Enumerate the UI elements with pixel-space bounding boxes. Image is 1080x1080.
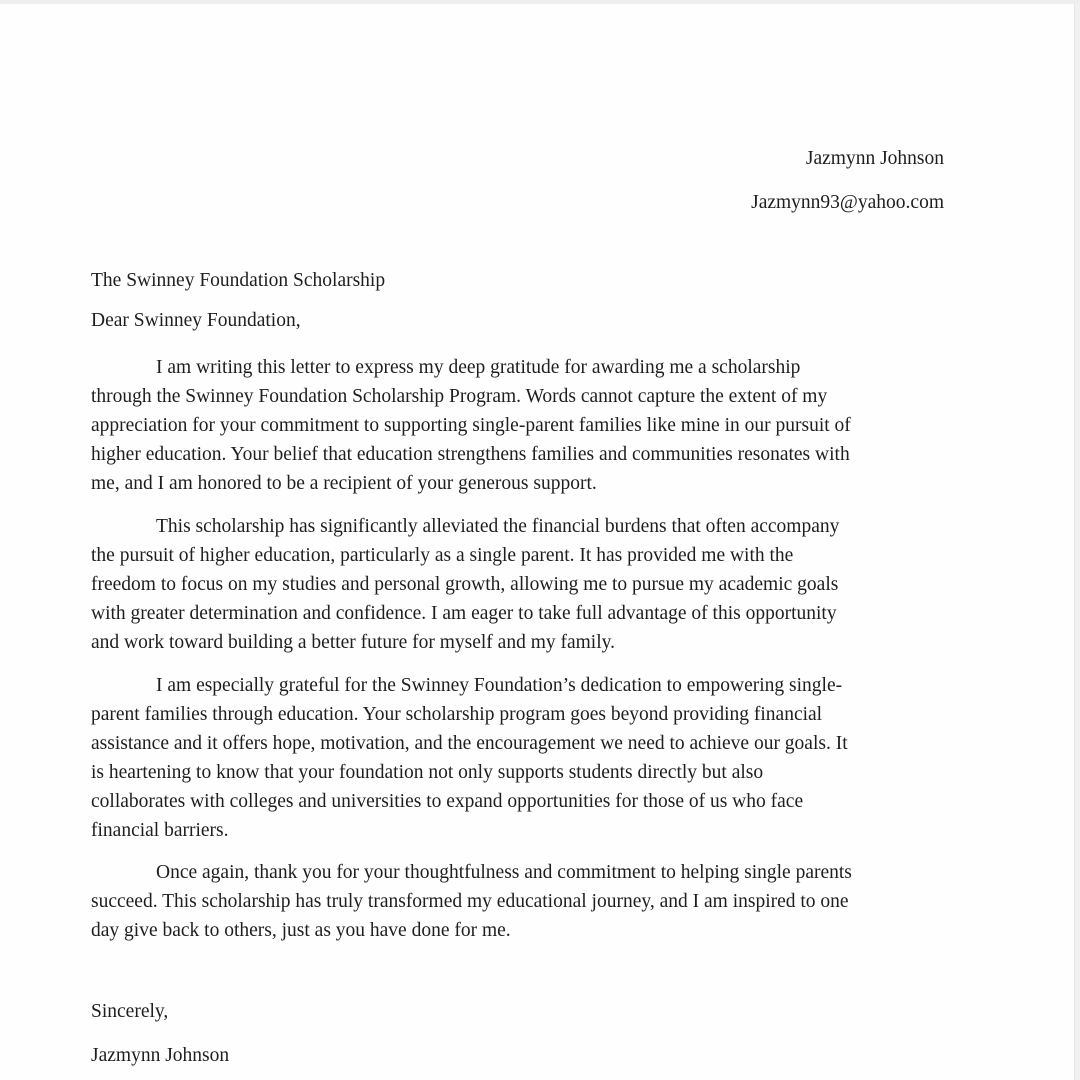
paragraph-4 [91,858,961,945]
paragraph-line: I am especially grateful for the Swinney Foundation’s dedication to empowering single- [156,675,843,696]
paragraph-line: financial barriers. [91,820,229,841]
sender-email: Jazmynn93@yahoo.com [751,192,944,213]
right-border [1074,4,1080,1080]
paragraph-line: with greater determination and confidence. I am eager to take full advantage of this opportunity [91,603,837,624]
recipient-line: The Swinney Foundation Scholarship [91,270,386,291]
paragraph-line: day give back to others, just as you have done for me. [91,920,511,941]
paragraph-line: This scholarship has significantly alleviated the financial burdens that often accompany [156,516,840,537]
top-border [0,0,1080,4]
paragraph-3 [91,671,961,845]
sender-block [751,137,944,225]
paragraph-line: higher education. Your belief that education strengthens families and communities resonates with [91,444,850,465]
paragraph-line: Once again, thank you for your thoughtfulness and commitment to helping single parents [156,862,852,883]
paragraph-line: appreciation for your commitment to supporting single-parent families like mine in our pursuit of [91,415,851,436]
sender-name: Jazmynn Johnson [805,148,944,169]
paragraph-line: parent families through education. Your scholarship program goes beyond providing financial [91,704,823,725]
paragraph-line: assistance and it offers hope, motivation, and the encouragement we need to achieve our goals. It [91,733,848,754]
paragraph-line: I am writing this letter to express my deep gratitude for awarding me a scholarship [156,357,801,378]
paragraph-line: succeed. This scholarship has truly transformed my educational journey, and I am inspired to one [91,891,849,912]
paragraph-line: freedom to focus on my studies and personal growth, allowing me to pursue my academic goals [91,574,839,595]
paragraph-1 [91,353,961,498]
signature: Jazmynn Johnson [91,1045,230,1066]
paragraph-2 [91,512,961,657]
paragraph-line: me, and I am honored to be a recipient of your generous support. [91,473,597,494]
paragraph-line: and work toward building a better future for myself and my family. [91,632,616,653]
paragraph-line: collaborates with colleges and universities to expand opportunities for those of us who face [91,791,804,812]
closing: Sincerely, [91,1001,169,1022]
paragraph-line: the pursuit of higher education, particularly as a single parent. It has provided me with the [91,545,794,566]
paragraph-line: is heartening to know that your foundation not only supports students directly but also [91,762,764,783]
paragraph-line: through the Swinney Foundation Scholarship Program. Words cannot capture the extent of my [91,386,828,407]
salutation: Dear Swinney Foundation, [91,310,301,331]
